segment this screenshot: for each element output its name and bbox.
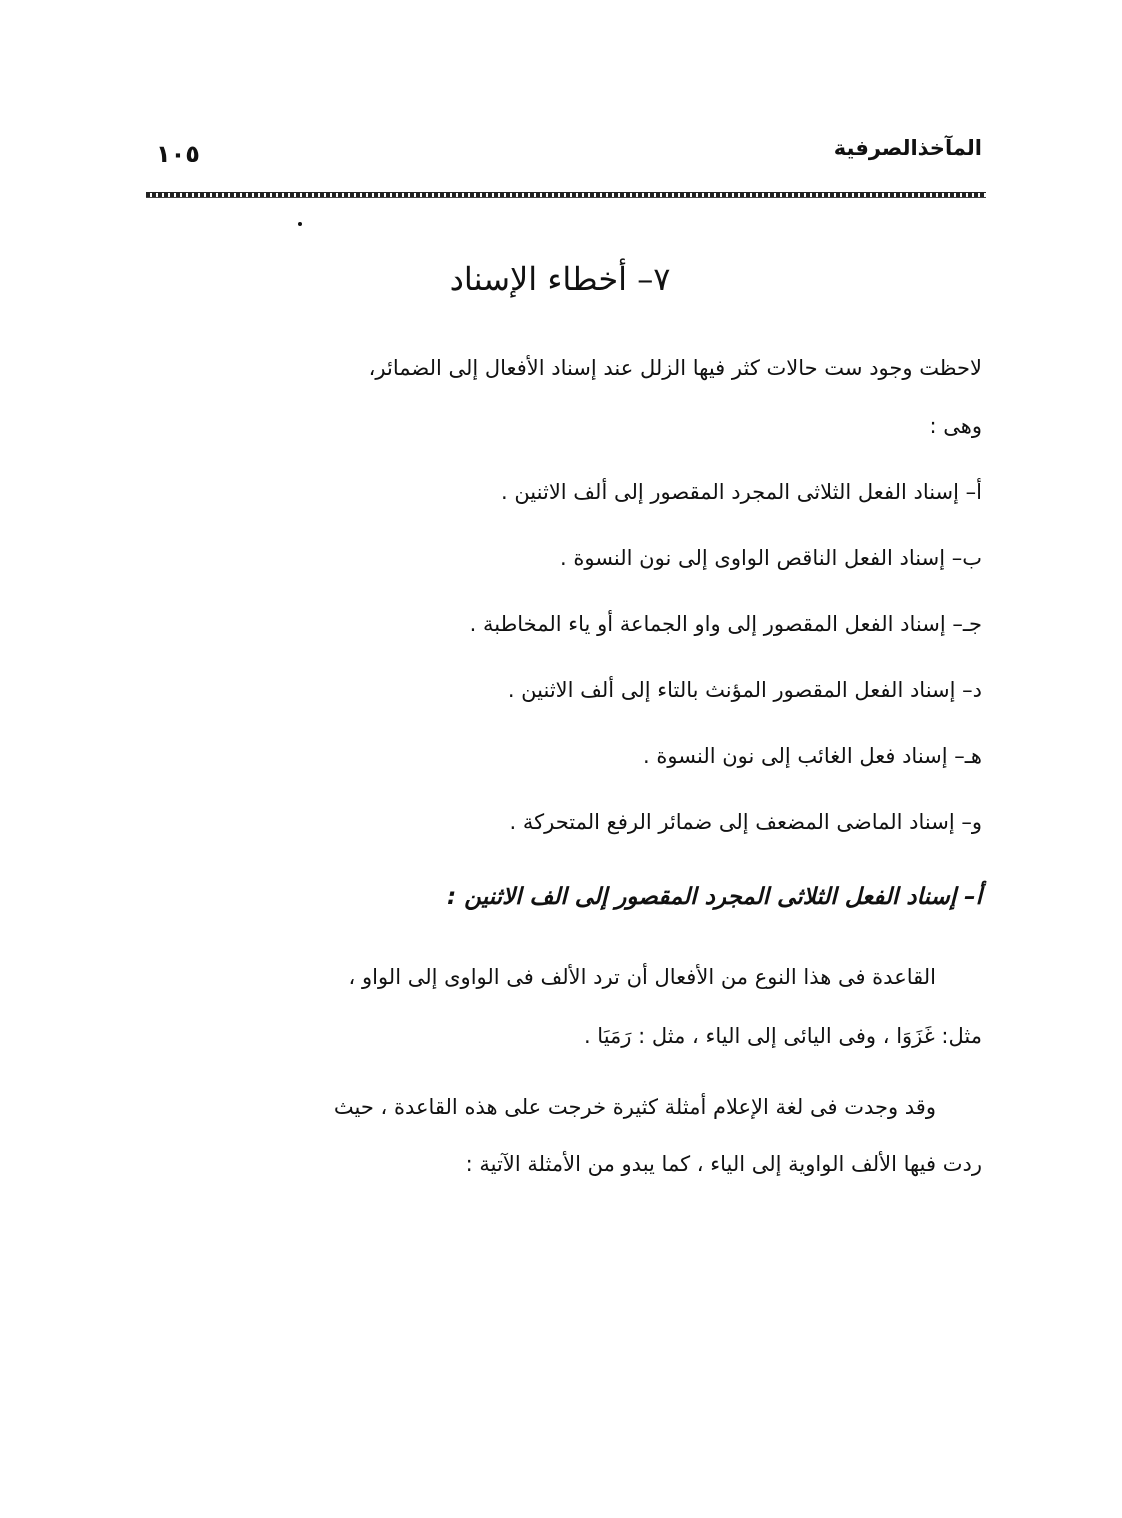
list-item: أ– إسناد الفعل الثلاثى المجرد المقصور إلى ألف الاثنين .: [500, 480, 982, 504]
list-item: جـ– إسناد الفعل المقصور إلى واو الجماعة أو ياء المخاطبة .: [469, 612, 982, 636]
list-item: و– إسناد الماضى المضعف إلى ضمائر الرفع المتحركة .: [509, 810, 982, 834]
scan-speck: [298, 222, 302, 226]
paragraph-1-line-2: مثل: غَزَوَا ، وفى اليائى إلى الياء ، مثل : رَمَيَا .: [583, 1024, 982, 1048]
header-rule: [146, 192, 986, 198]
running-head: المآخذالصرفية: [833, 136, 982, 160]
paragraph-1-line-1: القاعدة فى هذا النوع من الأفعال أن ترد الألف فى الواوى إلى الواو ،: [348, 965, 936, 989]
intro-line-2: وهى :: [929, 414, 982, 438]
list-item: هـ– إسناد فعل الغائب إلى نون النسوة .: [643, 744, 982, 768]
list-item: د– إسناد الفعل المقصور المؤنث بالتاء إلى ألف الاثنين .: [507, 678, 982, 702]
cases-list: [262, 470, 982, 866]
page-number: ١٠٥: [156, 140, 200, 168]
paragraph-2-line-2: ردت فيها الألف الواوية إلى الياء ، كما يبدو من الأمثلة الآتية :: [465, 1152, 982, 1176]
section-title: ٧– أخطاء الإسناد: [449, 260, 671, 298]
intro-line-1: لاحظت وجود ست حالات كثر فيها الزلل عند إسناد الأفعال إلى الضمائر،: [368, 356, 982, 380]
paragraph-2-line-1: وقد وجدت فى لغة الإعلام أمثلة كثيرة خرجت على هذه القاعدة ، حيث: [333, 1095, 936, 1119]
list-item: ب– إسناد الفعل الناقص الواوى إلى نون النسوة .: [560, 546, 982, 570]
subsection-heading: أ– إسناد الفعل الثلاثى المجرد المقصور إلى الف الاثنين :: [447, 884, 982, 910]
